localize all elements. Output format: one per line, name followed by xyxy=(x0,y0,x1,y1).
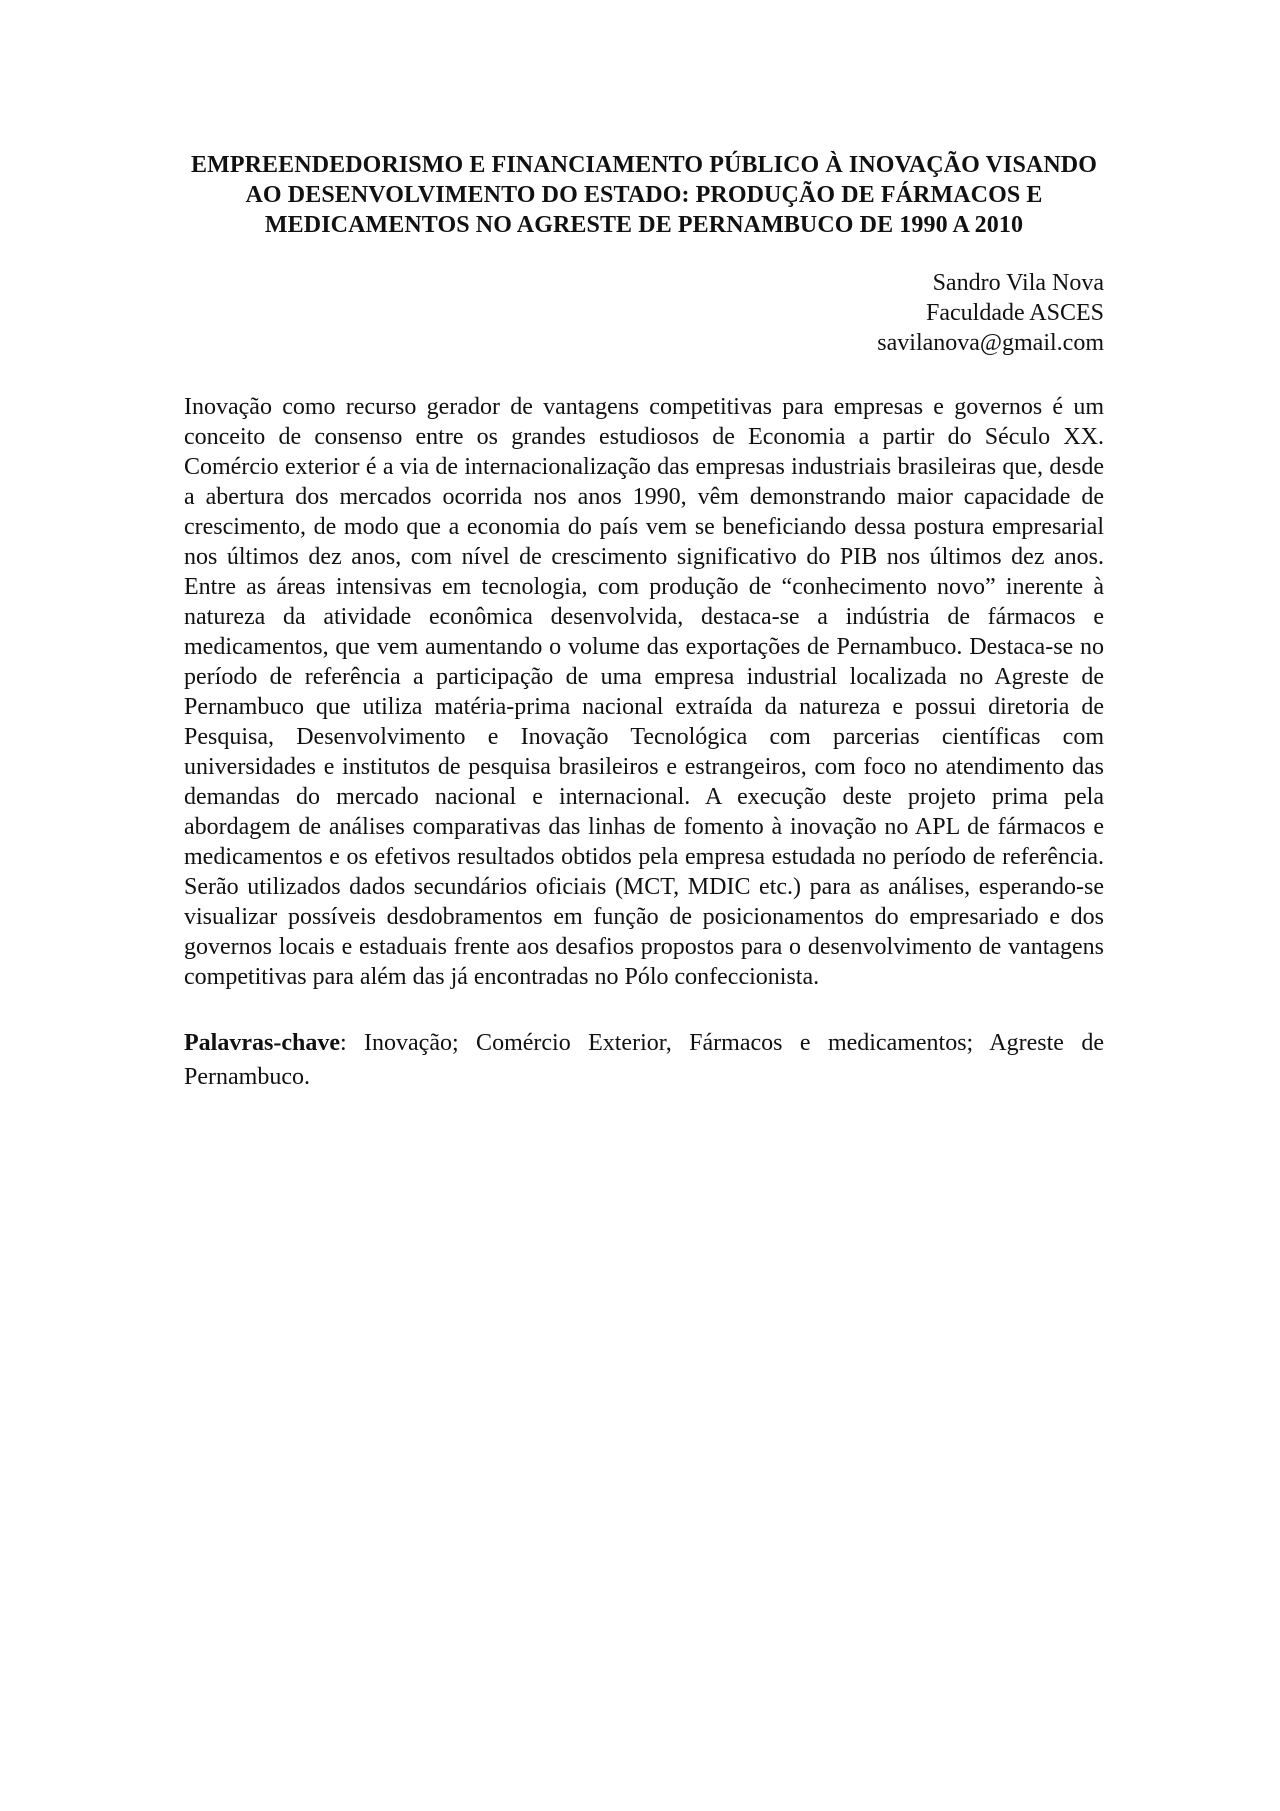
author-institution: Faculdade ASCES xyxy=(926,300,1104,326)
abstract-paragraph: Inovação como recurso gerador de vantagens competitivas para empresas e governos é um conceito de consenso entre os grandes estudiosos de Economia a partir do Século XX. Comércio exterior é a via de internacionalização das empresas industriais brasileiras que, desde a abertura dos mercados ocorrida nos anos 1990, vêm demonstrando maior capacidade de crescimento, de modo que a economia do país vem se beneficiando dessa postura empresarial nos últimos dez anos, com nível de crescimento significativo do PIB nos últimos dez anos. Entre as áreas intensivas em tecnologia, com produção de “conhecimento novo” inerente à natureza da atividade econômica desenvolvida, destaca-se a indústria de fármacos e medicamentos, que vem aumentando o volume das exportações de Pernambuco. Destaca-se no período de referência a participação de uma empresa industrial localizada no Agreste de Pernambuco que utiliza matéria-prima nacional extraída da natureza e possui diretoria de Pesquisa, Desenvolvimento e Inovação Tecnológica com parcerias científicas com universidades e institutos de pesquisa brasileiros e estrangeiros, com foco no atendimento das demandas do mercado nacional e internacional. A execução deste projeto prima pela abordagem de análises comparativas das linhas de fomento à inovação no APL de fármacos e medicamentos e os efetivos resultados obtidos pela empresa estudada no período de referência. Serão utilizados dados secundários oficiais (MCT, MDIC etc.) para as análises, esperando-se visualizar possíveis desdobramentos em função de posicionamentos do empresariado e dos governos locais e estaduais frente aos desafios propostos para o desenvolvimento de vantagens competitivas para além das já encontradas no Pólo confeccionista. xyxy=(184,394,1104,990)
document-title: EMPREENDEDORISMO E FINANCIAMENTO PÚBLICO À INOVAÇÃO VISANDO AO DESENVOLVIMENTO DO ESTADO: PRODUÇÃO DE FÁRMACOS E MEDICAMENTOS NO AGRESTE DE PERNAMBUCO DE 1990 A 2010 xyxy=(191,152,1097,238)
keywords-text: : Inovação; Comércio Exterior, Fármacos e medicamentos; Agreste de Pernambuco. xyxy=(184,1030,1104,1090)
author-name: Sandro Vila Nova xyxy=(932,270,1104,296)
author-block xyxy=(184,268,1104,358)
keywords-label: Palavras-chave xyxy=(184,1030,340,1056)
document-content xyxy=(184,150,1104,1094)
author-email: savilanova@gmail.com xyxy=(877,330,1104,356)
keywords-paragraph xyxy=(184,1026,1104,1094)
